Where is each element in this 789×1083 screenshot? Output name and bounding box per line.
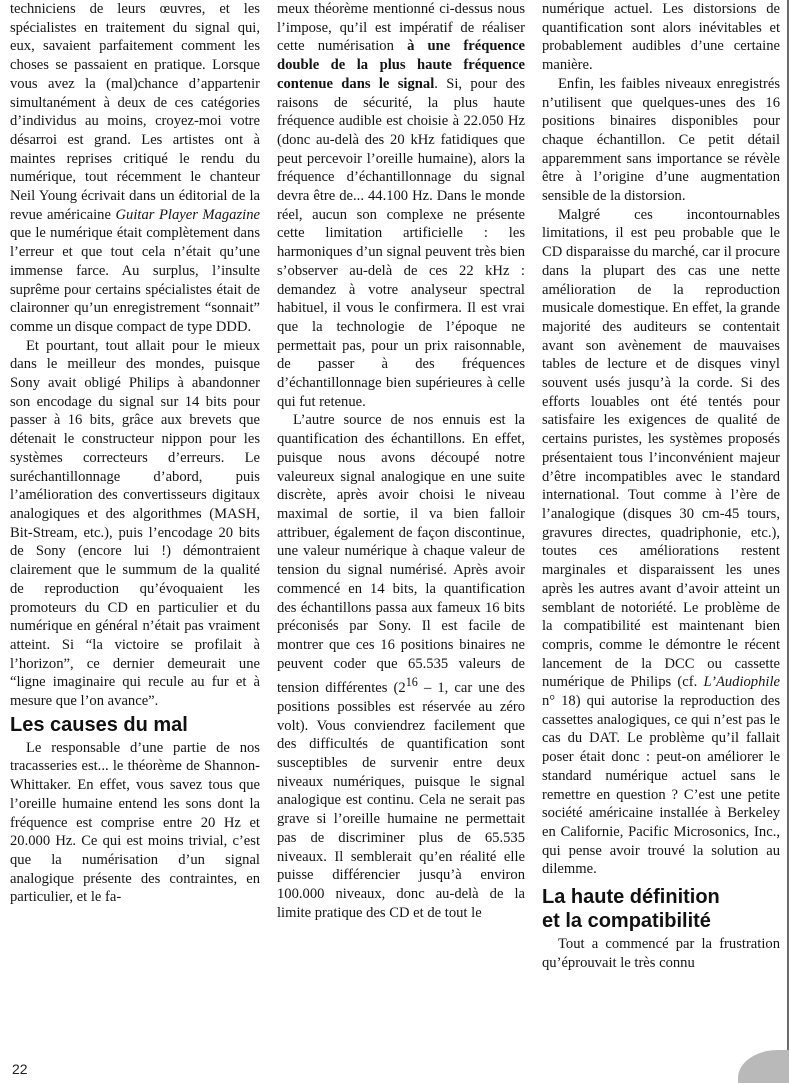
heading-line: et la compatibilité xyxy=(542,910,711,933)
emphasis-bold: à une fréquence double de la plus haute fréquence contenue dans le signal xyxy=(277,38,525,92)
text-run: L’autre source de nos ennuis est la quantification des échantillons. En effet, puisque nous avons découpé notre valeureux signal analogique en une suite discrète, après avoir choisi le niveau maximal de sortie, il va bien falloir attribuer, également de façon discontinue, une valeur numérique à chaque valeur de tension du signal numérisé. Après avoir commencé en 14 bits, la quantification des échantillons passa aux fameux 16 bits préconisés par Sony. Il est facile de montrer que ces 16 positions binaires ne peuvent coder que 65.535 valeurs de tension différentes (2 xyxy=(277,412,525,697)
paragraph: Le responsable d’une partie de nos tracasseries est... le théorème de Shannon-Whittaker. En effet, vous savez tous que l’oreille humaine entend les sons dont la fréquence est comprise entre 20 Hz et 20.000 Hz. Ce qui est moins trivial, c’est que la numérisation d’un signal analogique présente des contraintes, en particulier, et le fa- xyxy=(10,739,260,906)
section-heading xyxy=(542,885,780,933)
text-run: techniciens de leurs œuvres, et les spécialistes en traitement du signal qui, eux, savaient parfaitement comment les choses se passaient en pratique. Lorsque vous avez la (mal)chance d’appartenir simultanément à deux de ces catégories d’individus au moins, croyez-moi votre désarroi est grand. Les artistes ont à maintes reprises critiqué le rendu du numérique, tout récemment le chanteur Neil Young écrivait dans un éditorial de la revue américaine xyxy=(10,1,260,223)
exponent: 16 xyxy=(405,675,418,690)
paragraph xyxy=(542,206,780,879)
paragraph xyxy=(277,411,525,922)
section-heading: Les causes du mal xyxy=(10,713,188,736)
paragraph: Tout a commencé par la frustration qu’éprouvait le très connu xyxy=(542,936,780,971)
text-run: – 1, car une des positions possibles est réservée au zéro volt). Vous conviendrez facilement que des difficultés de quantification sont susceptibles de survenir entre deux niveaux numériques, puisque le signal analogique est continu. Cela ne serait pas grave si l’oreille humaine ne permettait pas de discriminer plus de 65.535 niveaux. Il semblerait qu’en réalité elle puisse différencier jusqu’à environ 100.000 niveaux, donc au-delà de la limite pratique des CD et de tout le xyxy=(277,680,525,921)
text-run: n° 18) qui autorise la reproduction des cassettes analogiques, ce qui n’est pas le cas du DAT. Le problème qu’il fallait poser était donc : peut-on améliorer le standard numérique actuel sans le remettre en question ? C’est une petite société américaine installée à Berkeley en Californie, Pacific Microsonics, Inc., qui pense avoir trouvé la solution au dilemme. xyxy=(542,693,780,878)
text-column-2 xyxy=(277,0,525,1068)
magazine-title-italic: Guitar Player Magazine xyxy=(115,206,260,223)
page-number: 22 xyxy=(12,1061,28,1077)
paragraph: numérique actuel. Les distorsions de quantification sont alors inévitables et probablement audibles d’une certaine manière. xyxy=(542,1,780,74)
text-run: que le numérique était complètement dans l’erreur et que tout cela n’était qu’une immense farce. Au surplus, l’insulte suprême pour certains spécialistes était de claironner qu’un enregistrement “sonnait” comme un disque compact de type DDD. xyxy=(10,225,260,335)
text-run: Malgré ces incontournables limitations, il est peu probable que le CD disparaisse du marché, car il procure dans la plupart des cas une nette amélioration de la reproduction musicale domestique. En effet, la grande majorité des auditeurs se contentait avant son avènement de mauvaises tables de lecture et de disques vinyl souvent usés jusqu’à la corde. Si des efforts louables ont été tentés pour satisfaire les exigences de qualité de certains puristes, les systèmes proposés présentaient tous l’inconvénient majeur d’être incompatibles avec le standard international. Tout comme à l’ère de l’analogique (disques 30 cm-45 tours, gravures directes, quadriphonie, etc.), toutes ces améliorations restent marginales et disparaissent les unes après les autres avant d’avoir atteint un semblant de notoriété. Le problème de la compatibilité est maintenant bien compris, comme le démontre le récent lancement de la DCC ou cassette numérique de Philips (cf. xyxy=(542,206,780,691)
paragraph: Enfin, les faibles niveaux enregistrés n’utilisent que quelques-unes des 16 positions binaires disponibles pour chaque échantillon. Ce petit détail apparemment sans importance se révèle être à l’origine d’une augmentation sensible de la distorsion. xyxy=(542,75,780,205)
text-column-3 xyxy=(542,0,780,1068)
paragraph xyxy=(10,0,260,337)
text-run: . Si, pour des raisons de sécurité, la plus haute fréquence audible est choisie à 22.050 Hz (donc au-delà des 20 kHz fatidiques que peut percevoir l’oreille humaine), alors la fréquence d’échantillonnage du signal devra être de... 44.100 Hz. Dans le monde réel, aucun son complexe ne présente cette limitation artificielle : les harmoniques d’un signal peuvent très bien s’observer au-delà de ces 22 kHz : demandez à votre analyseur spectral habituel, il vous le confirmera. Il est vrai que la technologie de l’époque ne permettait pas, pour un prix raisonnable, de passer à des fréquences d’échantillonnage bien supérieures à celle qui fut retenue. xyxy=(277,75,525,410)
text-column-1 xyxy=(10,0,260,1068)
text-run: meux théorème mentionné ci-dessus nous l’impose, qu’il est impératif de réaliser cette numérisation xyxy=(277,1,525,55)
magazine-title-italic: L’Audiophile xyxy=(703,674,780,691)
heading-line: La haute définition xyxy=(542,886,720,909)
paragraph: Et pourtant, tout allait pour le mieux dans le meilleur des mondes, puisque Sony avait obligé Philips à abandonner son encodage du signal sur 14 bits pour passer à 16 bits, grâce aux brevets que détenait le constructeur nippon pour les systèmes correcteurs d’erreurs. Le suréchantillonnage d’abord, puis l’amélioration des convertisseurs digitaux analogiques et des algorithmes (MASH, Bit-Stream, etc.), puis l’encodage 20 bits de Sony (encore lui !) démontraient clairement que le summum de la qualité de reproduction qu’évoquaient les promoteurs du CD en particulier et du numérique en général n’était pas vraiment atteint. Si “la victoire se profilait à l’horizon”, ce dernier demeurait une “ligne imaginaire qui recule au fur et à mesure que l’on avance”. xyxy=(10,337,260,710)
paragraph xyxy=(277,0,525,411)
